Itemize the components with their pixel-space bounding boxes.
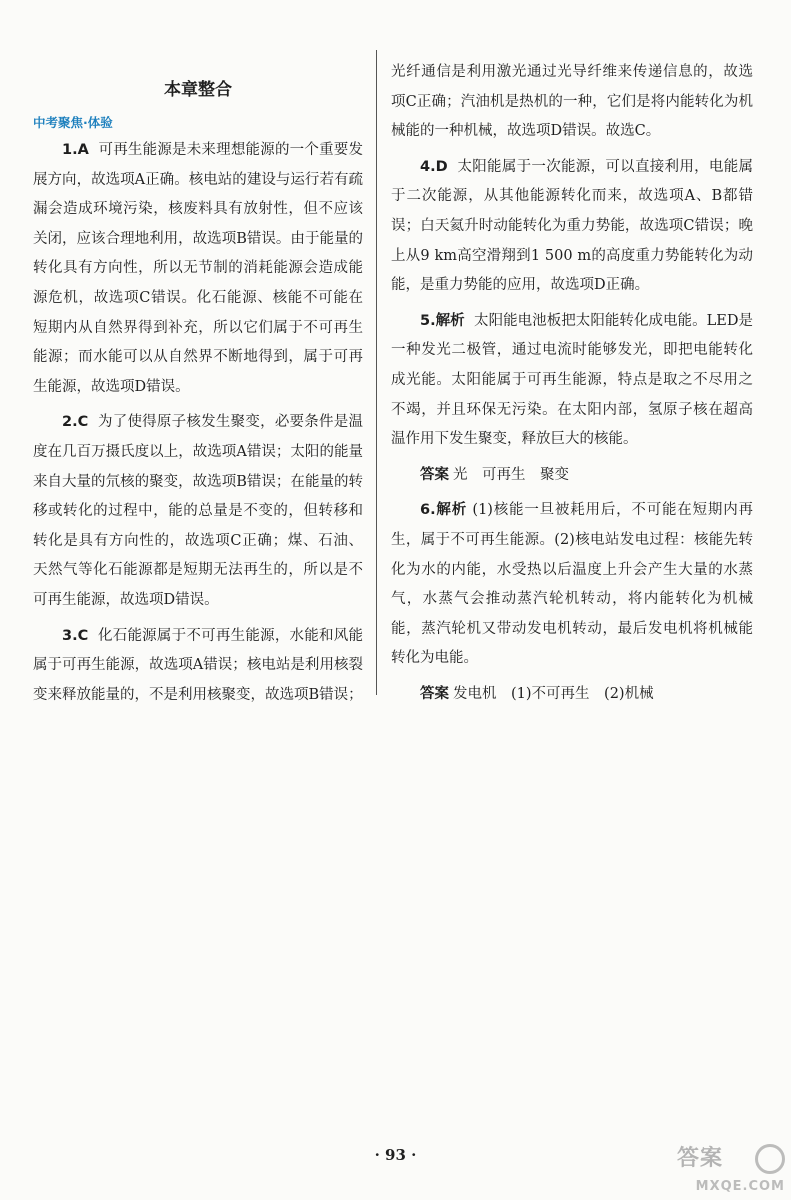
item-number: 4. bbox=[420, 158, 436, 175]
chapter-title: 本章整合 bbox=[164, 80, 232, 100]
answer-label: 答案 bbox=[420, 466, 449, 483]
watermark-logo bbox=[677, 1144, 785, 1194]
right-column bbox=[391, 58, 753, 715]
left-column bbox=[33, 52, 363, 716]
column-divider bbox=[376, 50, 377, 695]
answer-item-1 bbox=[33, 136, 363, 402]
item-explanation: 化石能源属于不可再生能源，水能和风能属于可再生能源，故选项A错误；核电站是利用核裂变来释放能量的，不是利用核聚变，故选项B错误； bbox=[33, 627, 364, 703]
item-number: 1. bbox=[62, 142, 78, 158]
answer-item-3 bbox=[33, 622, 363, 711]
answer-item-2 bbox=[33, 408, 363, 615]
answer-item-5 bbox=[391, 307, 753, 455]
item-explanation: (1)核能一旦被耗用后，不可能在短期内再生，属于不可再生能源。(2)核电站发电过程：核能先转化为水的内能，水受热以后温度上升会产生大量的水蒸气，水蒸气会推动蒸汽轮机转动，将内能转化为机械能，蒸汽轮机又带动发电机转动，最后发电机将机械能转化为电能。 bbox=[391, 502, 753, 667]
answer-line-6 bbox=[391, 680, 753, 710]
answer-text: 光 可再生 聚变 bbox=[453, 466, 569, 483]
item-answer-letter: C bbox=[77, 627, 89, 644]
answer-line-5 bbox=[391, 461, 753, 491]
analysis-label: 解析 bbox=[435, 312, 465, 329]
watermark-circle-icon bbox=[755, 1144, 785, 1174]
item-number: 2. bbox=[62, 414, 78, 431]
item-explanation: 为了使得原子核发生聚变，必要条件是温度在几百万摄氏度以上，故选项A错误；太阳的能量来自大量的氘核的聚变，故选项B错误；在能量的转移或转化的过程中，能的总量是不变的，但转移和转化是具有方向性的，故选项C正确；煤、石油、天然气等化石能源都是短期无法再生的，所以是不可再生能源，故选项D错误。 bbox=[33, 414, 364, 608]
item-3-continuation: 光纤通信是利用激光通过光导纤维来传递信息的，故选项C正确；汽油机是热机的一种，它们是将内能转化为机械能的一种机械，故选项D错误。故选C。 bbox=[391, 64, 753, 140]
section-label: 中考聚焦·体验 bbox=[33, 115, 113, 130]
answer-item-6 bbox=[391, 496, 753, 674]
item-answer-letter: D bbox=[435, 158, 448, 175]
item-explanation: 太阳能电池板把太阳能转化成电能。LED是一种发光二极管，通过电流时能够发光，即把电能转化成光能。太阳能属于可再生能源，特点是取之不尽用之不竭，并且环保无污染。在太阳内部，氢原子核在超高温作用下发生聚变，释放巨大的核能。 bbox=[391, 312, 754, 448]
watermark-text: 答案 bbox=[677, 1146, 724, 1171]
watermark-domain: MXQE.COM bbox=[695, 1179, 785, 1194]
item-number: 5. bbox=[420, 312, 436, 329]
item-answer-letter: A bbox=[77, 142, 89, 158]
item-answer-letter: C bbox=[77, 414, 89, 431]
analysis-label: 解析 bbox=[435, 502, 467, 519]
item-number: 6. bbox=[420, 502, 436, 519]
page-number: · 93 · bbox=[374, 1146, 417, 1164]
answer-text: 发电机 (1)不可再生 (2)机械 bbox=[453, 685, 654, 702]
answer-label: 答案 bbox=[420, 685, 449, 702]
item-number: 3. bbox=[62, 627, 78, 644]
item-explanation: 可再生能源是未来理想能源的一个重要发展方向，故选项A正确。核电站的建设与运行若有疏漏会造成环境污染，核废料具有放射性，但不应该关闭，应该合理地利用，故选项B错误。由于能量的转化具有方向性，所以无节制的消耗能源会造成能源危机，故选项C错误。化石能源、核能不可能在短期内从自然界得到补充，所以它们属于不可再生能源；而水能可以从自然界不断地得到，属于可再生能源，故选项D错误。 bbox=[33, 142, 364, 395]
answer-item-4 bbox=[391, 153, 753, 301]
item-explanation: 太阳能属于一次能源，可以直接利用，电能属于二次能源，从其他能源转化而来，故选项A、B都错误；白天氦升时动能转化为重力势能，故选项C错误；晚上从9 km高空滑翔到1 500 m的高度重力势能转化为动能，是重力势能的应用，故选项D正确。 bbox=[391, 158, 754, 294]
